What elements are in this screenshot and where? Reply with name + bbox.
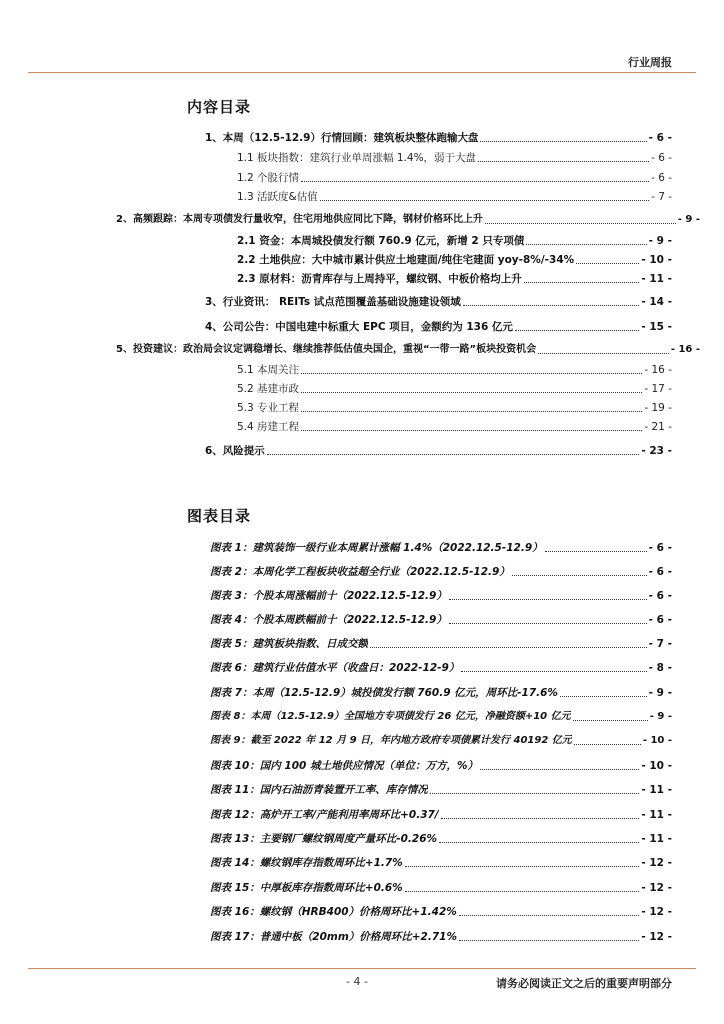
fig-entry-text: 图表 17：普通中板（20mm）价格周环比+2.71%	[210, 931, 457, 943]
toc-entry-page: - 16 -	[644, 364, 672, 376]
leader-dots	[320, 190, 649, 201]
leader-dots	[405, 856, 640, 867]
fig-entry-page: - 10 -	[642, 735, 672, 746]
fig-entry-17[interactable]	[210, 930, 672, 944]
fig-entry-16[interactable]	[210, 905, 672, 919]
leader-dots	[267, 444, 640, 455]
leader-dots	[459, 905, 640, 916]
fig-entry-page: - 11 -	[641, 784, 672, 796]
toc-entry-text: 5.2 基建市政	[237, 383, 300, 395]
leader-dots	[574, 734, 641, 745]
fig-entry-page: - 12 -	[641, 906, 672, 918]
fig-entry-page: - 9 -	[649, 711, 672, 722]
toc-entry-text: 2.2 土地供应：大中城市累计供应土地建面/纯住宅建面 yoy-8%/-34%	[237, 254, 575, 266]
toc-entry-page: - 11 -	[641, 273, 672, 285]
fig-entry-1[interactable]	[210, 541, 672, 555]
contents-title: 内容目录	[187, 98, 252, 116]
toc-entry-text: 4、公司公告：中国电建中标重大 EPC 项目，金额约为 136 亿元	[205, 321, 513, 333]
fig-entry-2[interactable]	[210, 565, 672, 579]
toc-entry-page: - 6 -	[651, 152, 672, 164]
toc-entry-5-2[interactable]	[237, 382, 672, 396]
toc-entry-2-1[interactable]	[237, 234, 672, 248]
fig-entry-text: 图表 6：建筑行业估值水平（收盘日：2022-12-9）	[210, 662, 460, 674]
fig-entry-text: 图表 4：个股本周跌幅前十（2022.12.5-12.9）	[210, 614, 447, 626]
fig-entry-page: - 11 -	[641, 809, 672, 821]
leader-dots	[512, 565, 647, 576]
toc-entry-page: - 7 -	[651, 191, 672, 203]
fig-entry-15[interactable]	[210, 881, 672, 895]
leader-dots	[370, 637, 647, 648]
toc-entry-page: - 9 -	[677, 214, 700, 225]
toc-entry-page: - 15 -	[641, 321, 672, 333]
toc-entry-page: - 17 -	[644, 383, 672, 395]
leader-dots	[573, 710, 648, 721]
toc-entry-text: 3、行业资讯： REITs 试点范围覆盖基础设施建设领域	[205, 296, 461, 308]
fig-entry-page: - 6 -	[648, 542, 672, 554]
fig-entry-text: 图表 3：个股本周涨幅前十（2022.12.5-12.9）	[210, 590, 447, 602]
fig-entry-page: - 6 -	[648, 590, 672, 602]
toc-entry-page: - 21 -	[644, 421, 672, 433]
fig-entry-8[interactable]	[210, 710, 672, 724]
header-divider	[28, 72, 696, 73]
footer-divider	[28, 968, 696, 969]
fig-entry-page: - 6 -	[648, 614, 672, 626]
fig-entry-6[interactable]	[210, 661, 672, 675]
leader-dots	[524, 272, 640, 283]
fig-entry-14[interactable]	[210, 856, 672, 870]
fig-entry-text: 图表 12：高炉开工率/产能利用率周环比+0.37/	[210, 809, 439, 821]
fig-entry-page: - 12 -	[641, 931, 672, 943]
fig-entry-page: - 8 -	[648, 662, 672, 674]
figures-title: 图表目录	[187, 507, 252, 525]
toc-entry-text: 6、风险提示	[205, 445, 265, 457]
toc-entry-text: 5.1 本周关注	[237, 364, 300, 376]
toc-entry-text: 2.1 资金：本周城投债发行额 760.9 亿元，新增 2 只专项债	[237, 235, 525, 247]
leader-dots	[526, 234, 646, 245]
leader-dots	[538, 343, 669, 354]
fig-entry-text: 图表 5：建筑板块指数、日成交额	[210, 638, 368, 650]
fig-entry-11[interactable]	[210, 783, 672, 797]
leader-dots	[430, 783, 640, 794]
leader-dots	[461, 661, 646, 672]
leader-dots	[449, 589, 647, 600]
toc-entry-page: - 6 -	[648, 132, 672, 144]
fig-entry-12[interactable]	[210, 808, 672, 822]
toc-entry-1-2[interactable]	[237, 171, 672, 185]
toc-entry-page: - 14 -	[641, 296, 672, 308]
toc-entry-text: 2.3 原材料：沥青库存与上周持平，螺纹钢、中板价格均上升	[237, 273, 522, 285]
leader-dots	[449, 613, 647, 624]
leader-dots	[405, 881, 640, 892]
leader-dots	[560, 686, 647, 697]
toc-entry-page: - 10 -	[641, 254, 672, 266]
leader-dots	[459, 930, 639, 941]
toc-entry-2[interactable]	[116, 213, 700, 227]
leader-dots	[301, 420, 642, 431]
fig-entry-5[interactable]	[210, 637, 672, 651]
fig-entry-4[interactable]	[210, 613, 672, 627]
toc-entry-page: - 16 -	[670, 344, 700, 355]
toc-entry-text: 5.3 专业工程	[237, 402, 300, 414]
fig-entry-page: - 12 -	[641, 882, 672, 894]
leader-dots	[545, 541, 647, 552]
leader-dots	[301, 401, 642, 412]
fig-entry-10[interactable]	[210, 759, 672, 773]
toc-entry-text: 1.2 个股行情	[237, 172, 300, 184]
toc-entry-text: 2、高频跟踪：本周专项债发行量收窄，住宅用地供应同比下降，钢材价格环比上升	[116, 214, 483, 225]
fig-entry-page: - 9 -	[648, 687, 672, 699]
fig-entry-text: 图表 2：本周化学工程板块收益超全行业（2022.12.5-12.9）	[210, 566, 510, 578]
toc-entry-text: 1、本周（12.5-12.9）行情回顾：建筑板块整体跑输大盘	[205, 132, 479, 144]
fig-entry-text: 图表 14：螺纹钢库存指数周环比+1.7%	[210, 857, 403, 869]
toc-entry-4[interactable]	[205, 320, 672, 334]
fig-entry-text: 图表 9：截至 2022 年 12 月 9 日，年内地方政府专项债累计发行 40192 亿元	[210, 735, 572, 746]
toc-entry-page: - 9 -	[648, 235, 672, 247]
leader-dots	[515, 320, 639, 331]
toc-entry-5-1[interactable]	[237, 363, 672, 377]
toc-entry-text: 1.3 活跃度&估值	[237, 191, 318, 203]
toc-entry-5-3[interactable]	[237, 401, 672, 415]
leader-dots	[485, 213, 676, 224]
fig-entry-text: 图表 10：国内 100 城土地供应情况（单位：万方，%）	[210, 760, 479, 772]
fig-entry-9[interactable]	[210, 734, 672, 748]
toc-entry-1-1[interactable]	[237, 151, 672, 165]
fig-entry-text: 图表 13：主要钢厂螺纹钢周度产量环比-0.26%	[210, 833, 438, 845]
fig-entry-page: - 10 -	[641, 760, 672, 772]
fig-entry-text: 图表 15：中厚板库存指数周环比+0.6%	[210, 882, 403, 894]
leader-dots	[478, 151, 649, 162]
leader-dots	[480, 759, 639, 770]
fig-entry-text: 图表 7：本周（12.5-12.9）城投债发行额 760.9 亿元，周环比-17.6%	[210, 687, 558, 699]
fig-entry-3[interactable]	[210, 589, 672, 603]
toc-entry-1-3[interactable]	[237, 190, 672, 204]
fig-entry-page: - 7 -	[648, 638, 672, 650]
leader-dots	[463, 295, 640, 306]
toc-entry-2-3[interactable]	[237, 272, 672, 286]
fig-entry-page: - 11 -	[641, 833, 672, 845]
fig-entry-page: - 12 -	[641, 857, 672, 869]
page-number: - 4 -	[346, 975, 368, 988]
leader-dots	[301, 171, 649, 182]
report-type-label: 行业周报	[628, 56, 672, 69]
leader-dots	[480, 131, 646, 142]
toc-entry-1[interactable]	[205, 131, 672, 145]
fig-entry-text: 图表 1：建筑装饰一级行业本周累计涨幅 1.4%（2022.12.5-12.9）	[210, 542, 543, 554]
fig-entry-page: - 6 -	[648, 566, 672, 578]
leader-dots	[301, 363, 642, 374]
toc-entry-text: 5、投资建议：政治局会议定调稳增长、继续推荐低估值央国企，重视“一带一路”板块投资机会	[116, 344, 537, 355]
toc-entry-text: 1.1 板块指数：建筑行业单周涨幅 1.4%，弱于大盘	[237, 152, 477, 164]
toc-entry-6[interactable]	[205, 444, 672, 458]
fig-entry-7[interactable]	[210, 686, 672, 700]
toc-entry-5-4[interactable]	[237, 420, 672, 434]
fig-entry-text: 图表 16：螺纹钢（HRB400）价格周环比+1.42%	[210, 906, 457, 918]
toc-entry-page: - 23 -	[641, 445, 672, 457]
toc-entry-2-2[interactable]	[237, 253, 672, 267]
toc-entry-page: - 6 -	[651, 172, 672, 184]
footer-disclaimer: 请务必阅读正文之后的重要声明部分	[496, 977, 672, 990]
toc-entry-page: - 19 -	[644, 402, 672, 414]
fig-entry-13[interactable]	[210, 832, 672, 846]
leader-dots	[301, 382, 642, 393]
toc-entry-5[interactable]	[116, 343, 700, 357]
leader-dots	[441, 808, 640, 819]
leader-dots	[439, 832, 639, 843]
toc-entry-3[interactable]	[205, 295, 672, 309]
toc-entry-text: 5.4 房建工程	[237, 421, 300, 433]
fig-entry-text: 图表 11：国内石油沥青装置开工率、库存情况	[210, 784, 428, 796]
leader-dots	[576, 253, 639, 264]
fig-entry-text: 图表 8：本周（12.5-12.9）全国地方专项债发行 26 亿元，净融资额+10 亿元	[210, 711, 571, 722]
